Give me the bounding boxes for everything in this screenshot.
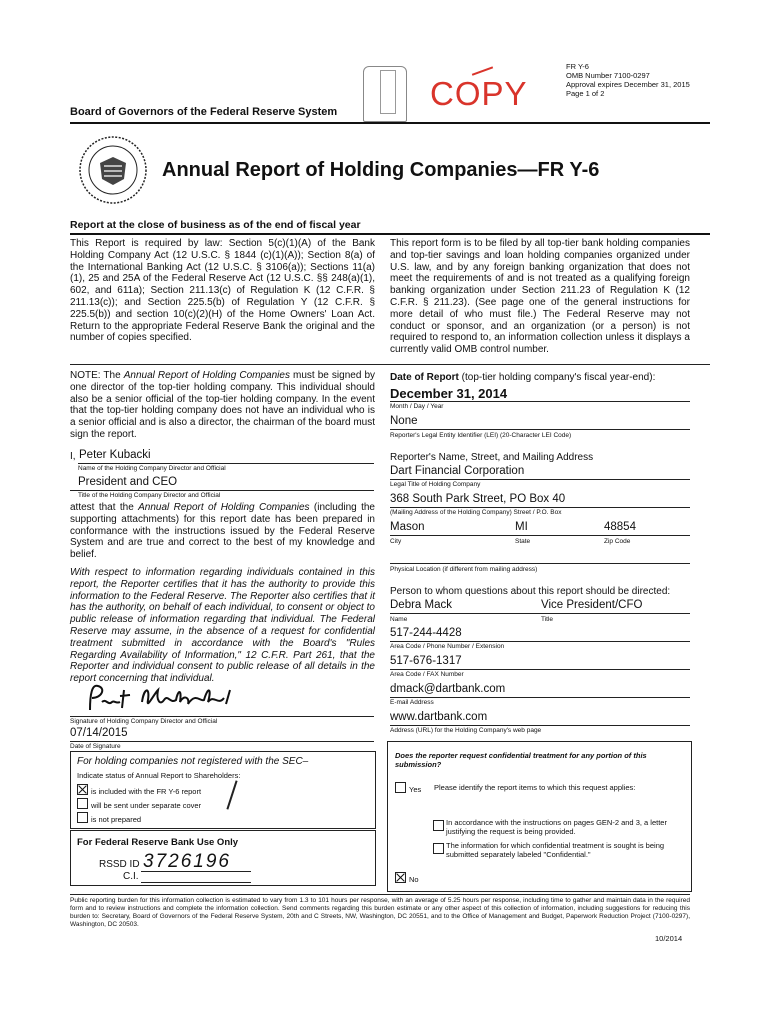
note-prefix: NOTE: The <box>70 370 124 381</box>
lei-value[interactable]: None <box>390 415 418 427</box>
handwritten-signature <box>84 680 244 716</box>
approval-expiry: Approval expires December 31, 2015 <box>566 80 690 89</box>
signer-name-label: Name of the Holding Company Director and Official <box>78 465 226 472</box>
checkbox-icon[interactable] <box>77 812 88 823</box>
intro-left: This Report is required by law: Section 5(c)(1)(A) of the Bank Holding Company Act (12 U.S.C. § 1844 (c)(1)(A)); Section 8(a) of the International Banking Act (12 U.S.C. § 3106(a)); Sections 11(a)(1), 25 and 25A of the Federal Reserve Act (12 U.S.C. §§ 248(a)(1), 602, and 611a); Section 211.13(c) of Regulation K (12 C.F.R. § 211.13(c)); and Section 225.5(b) of Regulation Y (12 C.F.R. § 225.5(b)) and section 10(c)(2)(H) of the Home Owners' Loan Act. Return to the appropriate Federal Reserve Bank the original and the number of copies specified. <box>70 238 375 344</box>
signature-line <box>70 716 374 717</box>
note-italic: Annual Report of Holding Companies <box>123 370 290 381</box>
form-info <box>566 62 746 98</box>
confidential-no[interactable]: No <box>395 872 419 884</box>
sec-heading: For holding companies not registered with the SEC– <box>77 756 309 767</box>
contact-url[interactable]: www.dartbank.com <box>390 711 488 723</box>
confidential-yes[interactable]: Yes <box>395 782 421 794</box>
page-number: Page 1 of 2 <box>566 89 605 98</box>
ci-label: C.I. <box>123 871 139 882</box>
state-value[interactable]: MI <box>515 521 528 533</box>
stamp-frame-inner <box>380 70 396 114</box>
fax-label: Area Code / FAX Number <box>390 671 464 678</box>
confidential-question: Does the reporter request confidential treatment for any portion of this submission? <box>395 751 647 769</box>
checkbox-icon[interactable] <box>77 798 88 809</box>
note-paragraph <box>70 370 375 441</box>
email-label: E-mail Address <box>390 699 434 706</box>
attest-prefix: attest that the <box>70 502 139 513</box>
zip-label: Zip Code <box>604 538 631 545</box>
page-title: Annual Report of Holding Companies—FR Y-6 <box>162 159 600 181</box>
phone-line <box>390 641 690 642</box>
confidential-opt1[interactable]: In accordance with the instructions on pages GEN-2 and 3, a letter justifying the request is being provided. <box>433 818 678 836</box>
signature-date-line <box>70 741 374 742</box>
sec-option-not-prepared[interactable]: is not prepared <box>77 812 141 824</box>
section-rule <box>70 233 710 235</box>
footer-rule <box>70 894 690 895</box>
city-label: City <box>390 538 402 545</box>
report-date-line <box>390 401 690 402</box>
signer-name[interactable]: Peter Kubacki <box>79 449 151 461</box>
certify-paragraph: With respect to information regarding individuals contained in this report, the Reporter certifies that it has the authority to provide this information to the Federal Reserve. The Reporter also certifies that it has the authority, on behalf of each individual, to consent or object to public release of information regarding that individual. The Federal Reserve may assume, in the absence of a request for confidential treatment submitted in accordance with the Board's "Rules Regarding Availability of Information," 12 C.F.R. Part 261, that the Reporter and individual consent to public release of all details in the report concerning that individual. <box>70 567 375 685</box>
legal-title-label: Legal Title of Holding Company <box>390 481 481 488</box>
address-heading: Reporter's Name, Street, and Mailing Address <box>390 452 594 463</box>
agency-name: Board of Governors of the Federal Reserve System <box>70 106 338 118</box>
contact-title[interactable]: Vice President/CFO <box>541 599 643 611</box>
intro-right: This report form is to be filed by all top-tier bank holding companies and top-tier savings and loan holding companies organized under U.S. law, and by any foreign banking organization that does not meet the requirements of and is not treated as a qualifying foreign banking organization under Section 211.23 of Regulation K (12 C.F.R. § 211.23). (See page one of the general instructions for more detail of who must file.) The Federal Reserve may not conduct or sponsor, and an organization (or a person) is not required to respond to, an information collection unless it displays a currently valid OMB control number. <box>390 238 690 356</box>
rssd-line <box>141 871 251 872</box>
checkbox-icon[interactable] <box>433 820 444 831</box>
legal-title-line <box>390 479 690 480</box>
report-date-label: Date of Report (top-tier holding company's fiscal year-end): <box>390 372 656 383</box>
form-date: 10/2014 <box>655 934 683 943</box>
phone-label: Area Code / Phone Number / Extension <box>390 643 505 650</box>
street-value[interactable]: 368 South Park Street, PO Box 40 <box>390 493 566 505</box>
federal-reserve-seal-icon <box>78 135 148 205</box>
sec-option-included[interactable]: is included with the FR Y-6 report <box>77 784 201 796</box>
contact-name[interactable]: Debra Mack <box>390 599 452 611</box>
note-rest: must be signed by one director of the top-tier holding company. This individual should also be a senior official of the top-tier holding company. In the event that the top-tier holding company does not have an individual who is a senior official and is also a director, the chairman of the board must sign the report. <box>70 370 376 440</box>
checkbox-icon[interactable] <box>395 782 406 793</box>
frb-heading: For Federal Reserve Bank Use Only <box>77 837 239 848</box>
physical-label: Physical Location (if different from mailing address) <box>390 566 538 573</box>
form-id: FR Y-6 <box>566 62 589 71</box>
lei-line <box>390 429 690 430</box>
hand-check-mark <box>226 780 237 809</box>
signature-date-label: Date of Signature <box>70 743 121 750</box>
contact-heading: Person to whom questions about this report should be directed: <box>390 586 671 597</box>
signer-prefix: I, <box>70 451 76 462</box>
copy-stamp: COPY <box>430 75 528 112</box>
lei-label: Reporter's Legal Entity Identifier (LEI) (20-Character LEI Code) <box>390 432 572 439</box>
report-date-sublabel: Month / Day / Year <box>390 403 444 410</box>
burden-statement: Public reporting burden for this information collection is estimated to vary from 1.3 to 101 hours per response, with an average of 5.25 hours per response, including time to gather and maintain data in the required form and to review instructions and complete the information collection. Send comments regarding this burden estimate or any other aspect of this collection of information, including suggestions for reducing this burden to: Secretary, Board of Governors of the Federal Reserve System, 20th and C Streets, NW, Washington, DC 20551, and to the Office of Management and Budget, Paperwork Reduction Project (7100-0297), Washington, DC 20503. <box>70 897 690 928</box>
street-label: (Mailing Address of the Holding Company) Street / P.O. Box <box>390 509 562 516</box>
checkbox-icon[interactable] <box>433 843 444 854</box>
attest-italic: Annual Report of Holding Companies <box>138 502 310 513</box>
confidential-yes-text: Please identify the report items to which this request applies: <box>434 783 636 792</box>
rssd-value: 3726196 <box>143 851 231 872</box>
header-rule <box>70 122 710 124</box>
checkbox-checked-icon[interactable] <box>77 784 88 795</box>
legal-title-value[interactable]: Dart Financial Corporation <box>390 465 525 477</box>
report-date-value[interactable]: December 31, 2014 <box>390 386 508 401</box>
fax-line <box>390 669 690 670</box>
street-line <box>390 507 690 508</box>
contact-phone[interactable]: 517-244-4428 <box>390 627 462 639</box>
attest-rest: (including the supporting attachments) for this report date has been prepared in conformance with the instructions issued by the Federal Reserve System and are true and correct to the best of my knowledge and belief. <box>70 502 375 561</box>
frb-use-box <box>70 830 376 886</box>
report-at-close: Report at the close of business as of the end of fiscal year <box>70 219 361 231</box>
signer-title[interactable]: President and CEO <box>78 476 178 488</box>
omb-number: OMB Number 7100-0297 <box>566 71 650 80</box>
email-line <box>390 697 690 698</box>
signature-date[interactable]: 07/14/2015 <box>70 727 128 739</box>
confidential-opt2[interactable]: The information for which confidential treatment is sought is being submitted separately labeled "Confidential." <box>433 841 678 859</box>
signer-title-label: Title of the Holding Company Director and Official <box>78 492 221 499</box>
state-label: State <box>515 538 531 545</box>
city-value[interactable]: Mason <box>390 521 425 533</box>
attest-paragraph <box>70 502 375 561</box>
signature-label: Signature of Holding Company Director and Official <box>70 718 218 725</box>
url-label: Address (URL) for the Holding Company's web page <box>390 727 542 734</box>
sec-option-separate[interactable]: will be sent under separate cover <box>77 798 201 810</box>
city-line <box>390 535 690 536</box>
checkbox-checked-icon[interactable] <box>395 872 406 883</box>
contact-fax[interactable]: 517-676-1317 <box>390 655 462 667</box>
signer-title-line <box>70 490 374 491</box>
divider <box>70 364 710 365</box>
contact-name-label: Name <box>390 616 408 623</box>
signer-name-line <box>78 463 374 464</box>
physical-line <box>390 563 690 564</box>
ci-line <box>141 882 251 883</box>
zip-value[interactable]: 48854 <box>604 521 636 533</box>
contact-title-label: Title <box>541 616 554 623</box>
confidential-box <box>387 741 692 892</box>
sec-subheading: Indicate status of Annual Report to Shareholders: <box>77 771 241 780</box>
rssd-label: RSSD ID <box>99 859 140 870</box>
url-line <box>390 725 690 726</box>
sec-status-box <box>70 751 376 829</box>
contact-name-line <box>390 613 690 614</box>
contact-email[interactable]: dmack@dartbank.com <box>390 683 506 695</box>
